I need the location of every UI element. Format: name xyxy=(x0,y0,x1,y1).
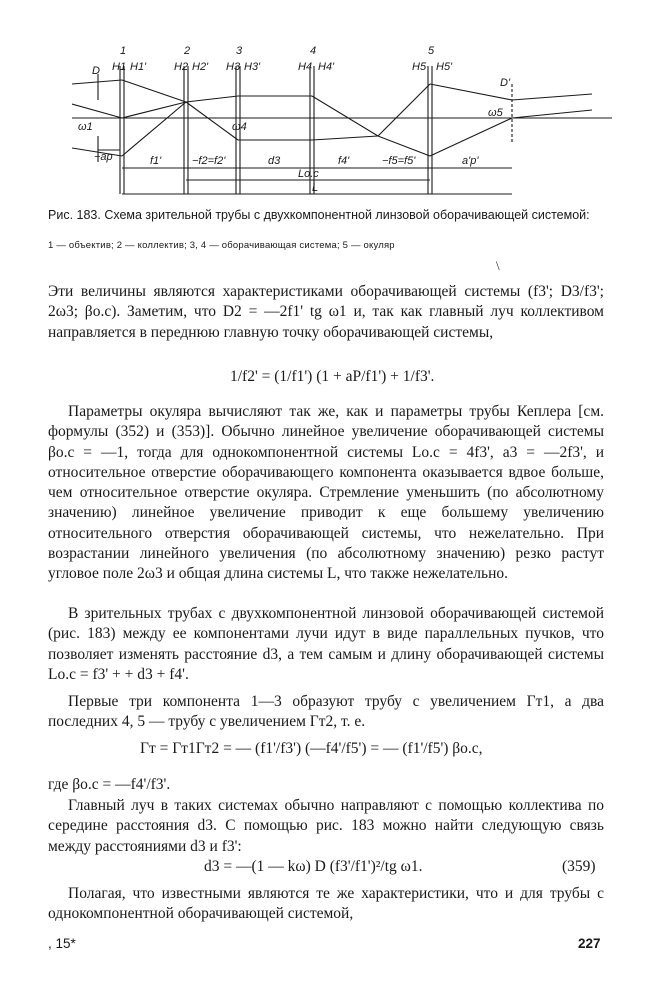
paragraph-4: Первые три компонента 1—3 образуют трубу с увеличением Гт1, а два последних 4, 5 — трубу с увеличением Гт2, т. е. xyxy=(48,693,604,731)
plane-label: D xyxy=(92,65,100,77)
equation-number: (359) xyxy=(562,858,596,875)
dimension-label: −f2=f2' xyxy=(192,155,226,167)
formula-1: 1/f2' = (1/f1') (1 + aP/f1') + 1/f3'. xyxy=(230,368,435,385)
plane-label: H1 xyxy=(112,61,127,73)
dimension-label: Lo.c xyxy=(298,168,319,180)
plane-label: H1' xyxy=(130,61,147,73)
dimension-label: −f5=f5' xyxy=(382,155,416,167)
dimension-label: d3 xyxy=(268,155,281,167)
signature-mark: , 15* xyxy=(48,936,76,951)
plane-label: H4' xyxy=(318,61,335,73)
dimension-label: a'p' xyxy=(462,155,479,167)
figure-caption: Рис. 183. Схема зрительной трубы с двухкомпонентной линзовой оборачивающей системой: xyxy=(48,208,590,222)
dimension-label: −ap xyxy=(94,151,113,163)
plane-label: H2' xyxy=(192,61,209,73)
plane-label: H5' xyxy=(436,61,453,73)
angle-label: ω5 xyxy=(488,107,503,119)
paragraph-5: где βо.с = —f4'/f3'. xyxy=(48,776,171,793)
plane-label: H4 xyxy=(298,61,313,73)
optical-scheme xyxy=(72,44,612,204)
paragraph-6: Главный луч в таких системах обычно направляют с помощью коллектива по середине расстояния d3. С помощью рис. 183 можно найти следующую связь между расстояниями d3 и f3': xyxy=(48,797,604,855)
plane-label: H3' xyxy=(244,61,261,73)
component-number: 1 xyxy=(120,45,127,57)
paragraph-1: Эти величины являются характеристиками оборачивающей системы (f3'; D3/f3'; 2ω3; βо.с). Заметим, что D2 = —2f1' tg ω1 и, так как главный луч коллективом направляется в переднюю главную точку оборачивающей системы, xyxy=(48,283,604,341)
paragraph-7: Полагая, что известными являются те же характеристики, что и для трубы с однокомпонентной оборачивающей системой, xyxy=(48,885,604,923)
component-number: 3 xyxy=(236,45,243,57)
dimension-label: f1' xyxy=(150,155,162,167)
plane-label: D' xyxy=(500,77,511,89)
paragraph-2: Параметры окуляра вычисляют так же, как и параметры трубы Кеплера [см. формулы (352) и (353)]. Обычно линейное увеличение оборачивающей системы βо.с = —1, тогда для однокомпонентной системы Lо.с = 4f3', a3 = —2f3', и относительное отверстие оборачивающего компонента оказывается вдвое больше, чем относительное отверстие окуляра. Стремление уменьшить (по абсолютному значению) линейное увеличение приводит к еще большему увеличению относительного отверстия оборачивающей системы, что нежелательно. При возрастании линейного увеличения (по абсолютному значению) резко растут угловое поле 2ω3 и общая длина системы L, что также нежелательно. xyxy=(48,403,604,583)
plane-label: H5 xyxy=(412,61,427,73)
dimension-label: f4' xyxy=(338,155,350,167)
plane-label: H3 xyxy=(226,61,241,73)
angle-label: ω1 xyxy=(78,121,93,133)
figure-legend: 1 — объектив; 2 — коллектив; 3, 4 — оборачивающая система; 5 — окуляр xyxy=(48,240,395,251)
dimension-label: L xyxy=(312,182,319,194)
formula-2: Гт = Гт1Гт2 = — (f1'/f3') (—f4'/f5') = — (f1'/f5') βо.с, xyxy=(140,740,483,757)
angle-label: ω4 xyxy=(232,121,247,133)
component-number: 4 xyxy=(310,45,317,57)
page-number: 227 xyxy=(578,936,601,951)
paragraph-3: В зрительных трубах с двухкомпонентной линзовой оборачивающей системой (рис. 183) между ее компонентами лучи идут в виде параллельных пучков, что позволяет изменять расстояние d3, а тем самым и длину оборачивающей системы Lо.с = f3' + + d3 + f4'. xyxy=(48,605,604,683)
plane-label: H2 xyxy=(174,61,189,73)
stray-mark: \ xyxy=(496,258,500,273)
component-number: 5 xyxy=(428,45,435,57)
telescope-diagram xyxy=(72,44,612,204)
component-number: 2 xyxy=(184,45,191,57)
formula-3: d3 = —(1 — kω) D (f3'/f1')²/tg ω1. xyxy=(204,858,423,875)
